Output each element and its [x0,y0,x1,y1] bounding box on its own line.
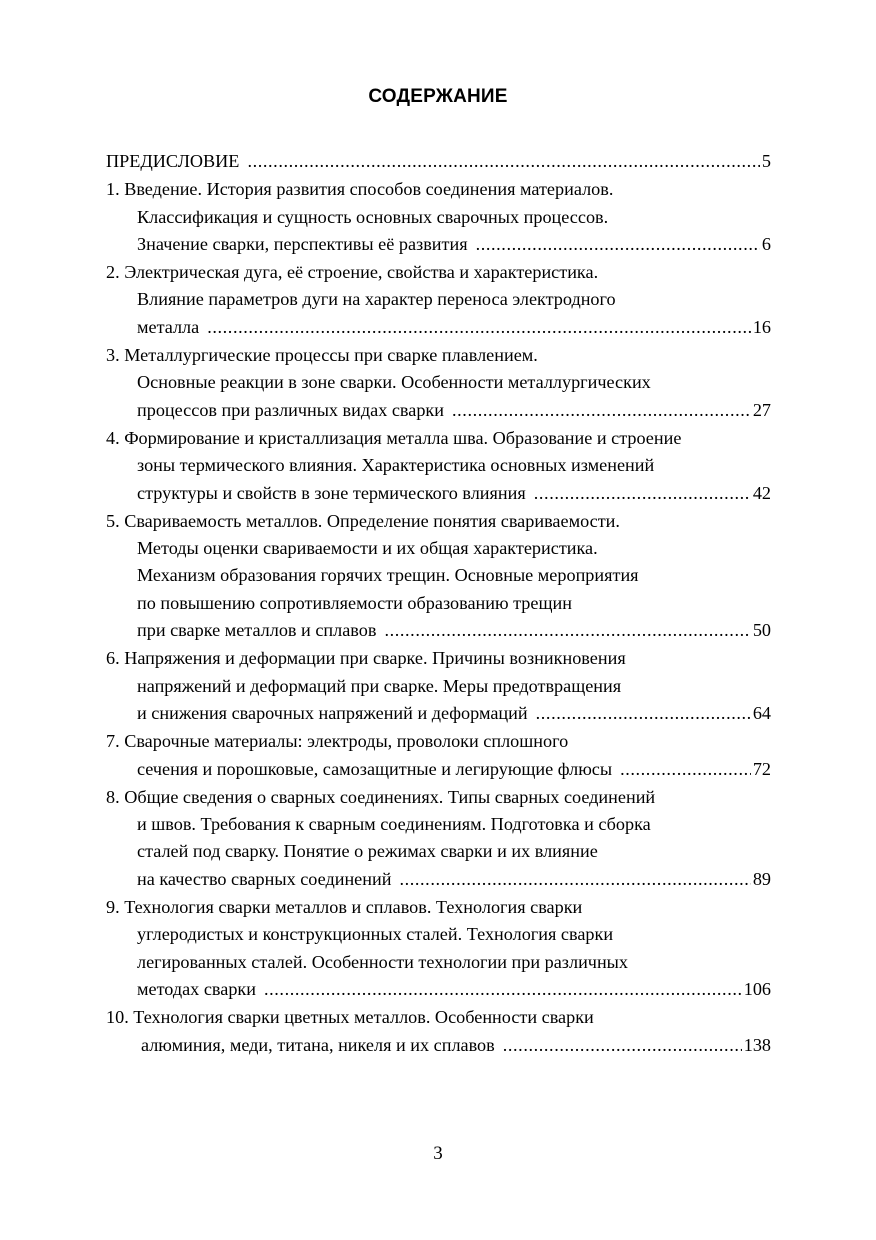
toc-entry-last-line [106,314,771,341]
toc-entry-last-line [106,976,771,1003]
toc-entry [106,645,771,727]
toc-page-number: 27 [752,399,771,420]
toc-entry [106,176,771,258]
toc-entry-title: металла [137,316,200,337]
toc-entry-last-line [106,1032,771,1059]
toc-entry [106,1004,771,1059]
toc-entry-title: процессов при различных видах сварки [137,399,445,420]
toc-entry-line: сталей под сварку. Понятие о режимах сварки и их влияние [137,841,598,862]
toc-entry-line: 3. Металлургические процессы при сварке плавлением. [106,345,538,366]
toc-entry-line: Механизм образования горячих трещин. Основные мероприятия [137,565,639,586]
toc-entry-line: 8. Общие сведения о сварных соединениях. Типы сварных соединений [106,786,656,807]
toc-page-number: 5 [761,151,771,171]
toc-entry-line: 6. Напряжения и деформации при сварке. Причины возникновения [106,648,626,669]
page-number: 3 [433,1143,443,1164]
toc-entry-line: Методы оценки свариваемости и их общая характеристика. [137,538,598,559]
toc-dot-leader [620,756,751,783]
toc-dot-leader [534,480,751,507]
toc-page-number: 16 [752,316,771,337]
toc-dot-leader [207,314,751,341]
toc-entry-last-line [106,700,771,727]
toc-entry-last-line [106,866,771,893]
toc-entry-line: легированных сталей. Особенности технологии при различных [137,951,628,972]
toc-entry-title: ПРЕДИСЛОВИЕ [106,151,240,171]
toc-entry-line: Классификация и сущность основных сварочных процессов. [137,206,609,227]
toc-entry-title: при сварке металлов и сплавов [137,620,377,641]
toc-entry-line: 9. Технология сварки металлов и сплавов. Технология сварки [106,897,583,918]
toc-entry [106,259,771,341]
toc-entry [106,148,771,175]
toc-dot-leader [452,397,751,424]
toc-page-number: 138 [743,1034,771,1055]
toc-entry-title: сечения и порошковые, самозащитные и легирующие флюсы [137,758,613,779]
toc-entry-line: Основные реакции в зоне сварки. Особенности металлургических [137,372,651,393]
toc-entry [106,425,771,507]
toc-entry-last-line [106,617,771,644]
toc-entry-line: Влияние параметров дуги на характер переноса электродного [137,289,616,310]
toc-entry-line: 2. Электрическая дуга, её строение, свойства и характеристика. [106,262,599,283]
toc-entry-title: алюминия, меди, титана, никеля и их сплавов [141,1034,495,1055]
toc-entry-line: 5. Свариваемость металлов. Определение понятия свариваемости. [106,510,620,531]
toc-entry-line: 10. Технология сварки цветных металлов. Особенности сварки [106,1007,594,1028]
toc-entry-title: структуры и свойств в зоне термического влияния [137,482,526,503]
toc-entry-title: методах сварки [137,978,256,999]
toc-entry-line: 7. Сварочные материалы: электроды, проволоки сплошного [106,731,569,752]
toc-entry-line: и швов. Требования к сварным соединениям. Подготовка и сборка [137,814,651,835]
toc-page-number: 42 [752,482,771,503]
toc-entry [106,784,771,893]
toc-entry-title: на качество сварных соединений [137,868,392,889]
toc-entry-last-line [106,148,771,175]
toc-dot-leader [264,976,742,1003]
toc-entry-line: напряжений и деформаций при сварке. Меры предотвращения [137,675,622,696]
toc-entry-last-line [106,231,771,258]
toc-page-number: 50 [752,620,771,641]
toc-dot-leader [399,866,750,893]
toc-entry-line: углеродистых и конструкционных сталей. Технология сварки [137,924,614,945]
toc-entry [106,342,771,424]
toc-entry-last-line [106,756,771,783]
toc-page-number: 89 [752,868,771,889]
toc-page-number: 106 [743,978,771,999]
toc-dot-leader [247,148,759,175]
toc-page-number: 64 [752,702,771,723]
toc-entry-last-line [106,397,771,424]
toc-entry-line: по повышению сопротивляемости образованию трещин [137,592,572,613]
toc-entry-line: 1. Введение. История развития способов соединения материалов. [106,179,614,200]
toc-dot-leader [384,617,750,644]
toc-entry-title: Значение сварки, перспективы её развития [137,233,468,254]
toc-entry [106,894,771,1003]
table-of-contents [106,148,771,1060]
toc-dot-leader [536,700,751,727]
toc-entry-last-line [106,480,771,507]
toc-dot-leader [503,1032,742,1059]
toc-page-number: 72 [752,758,771,779]
toc-entry-title: и снижения сварочных напряжений и деформаций [137,702,528,723]
toc-entry-line: 4. Формирование и кристаллизация металла шва. Образование и строение [106,427,682,448]
toc-entry [106,508,771,644]
toc-page-number: 6 [761,233,771,254]
toc-entry-line: зоны термического влияния. Характеристика основных изменений [137,455,655,476]
toc-entry [106,728,771,783]
page-title: СОДЕРЖАНИЕ [368,86,508,107]
toc-dot-leader [476,231,760,258]
